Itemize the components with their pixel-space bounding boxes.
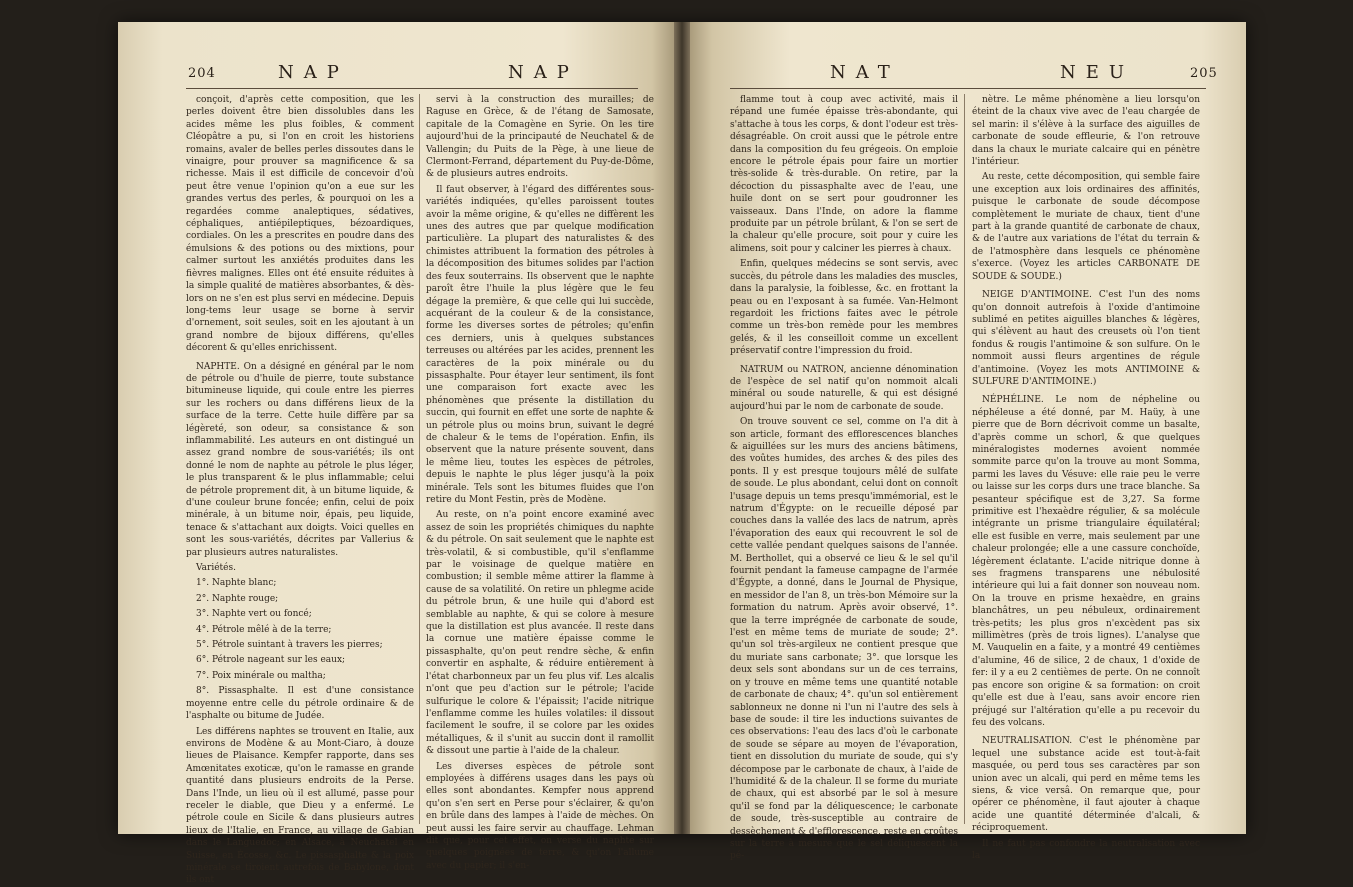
open-book: [118, 22, 1246, 886]
book-gutter: [674, 22, 690, 834]
running-head-right: NEU: [1060, 62, 1135, 83]
running-head-left: NAP: [278, 62, 349, 83]
paragraph: Les différens naphtes se trouvent en Italie, aux environs de Modène & au Mont-Ciaro, à douze lieues de Plaisance. Kempfer rapporte, dans ses Amœnitates exoticæ, qu'on le ramasse en grande quantité dans plusieurs endroits de la Perse. Dans l'Inde, un lieu où il est allumé, passe pour receler le diable, que Dieu y a enfermé. Le pétrole coule en Sicile & dans plusieurs autres lieux de l'Italie, en France, au village de Gabian dans le Languedoc; en Alsace, à Neuchatel en Suisse, en Écosse, &c. Le pissasphalte & la poix minérale se tiroient autrefois de Babylone, dont ils ont: [186, 726, 414, 886]
paragraph: 7°. Poix minérale ou maltha;: [196, 670, 326, 681]
header-rule: [186, 88, 638, 89]
text-column-1: [730, 94, 958, 862]
paragraph: Variétés.: [196, 563, 236, 574]
column-divider: [964, 94, 965, 824]
text-column-1: [186, 94, 414, 886]
paragraph: Au reste, on n'a point encore examiné avec assez de soin les propriétés chimiques du naphte & du pétrole. On sait seulement que le naphte est très-volatil, & si combustible, qu'il s'enflamme par le voisinage de quelque matière en combustion; il semble même attirer la flamme à cause de sa volatilité. On retire un phlegme acide du pétrole brun, & une huile qui d'abord est semblable au naphte, & qui se colore à mesure que la distillation est plus avancée. Il reste dans la cornue une matière épaisse comme le pissasphalte, qu'on peut rendre sèche, & enfin convertir en asphalte, & réduire entièrement à l'état charbonneux par un feu plus vif. Les alcalis n'ont que peu d'action sur le pétrole; l'acide sulfurique le colore & l'épaissit; l'acide nitrique l'enflamme comme les huiles volatiles: il dissout facilement le soufre, il se colore par les oxides métalliques, & il s'unit au succin dont il ramollit & dissout une partie à l'aide de la chaleur.: [426, 510, 654, 757]
paragraph: Il faut observer, à l'égard des différentes sous-variétés indiquées, qu'elles paroissent toutes avoir la même origine, & qu'elles ne diffèrent les unes des autres que par quelque modification particulière. La plupart des naturalistes & des chimistes attribuent la formation des pétroles à la décomposition des bitumes solides par l'action des feux souterrains. Ils observent que le naphte paroît être l'huile la plus légère que le feu dégage la première, & que celle qui lui succède, acquérant de la couleur & de la consistance, forme les diverses sortes de pétroles; qu'enfin ces derniers, unis à quelques substances terreuses ou altérées par les acides, prennent les caractères de la poix minérale ou du pissasphalte. Pour étayer leur sentiment, ils font une comparaison fort exacte avec les phénomènes que présente la distillation du succin, qui fournit en effet une sorte de naphte & un pétrole plus ou moins brun, suivant le degré de chaleur & le tems de l'opération. Enfin, ils observent que la nature présente souvent, dans le même lieu, toutes les espèces de pétroles, depuis le naphte le plus léger jusqu'à la poix minérale. Tels sont les bitumes fluides que l'on retire du Mont Festin, près de Modène.: [426, 184, 654, 505]
paragraph: nètre. Le même phénomène a lieu lorsqu'on éteint de la chaux vive avec de l'eau chargée de sel marin: il s'élève à la surface des aiguilles de carbonate de soude effleurie, & l'on retrouve dans la chaux le muriate calcaire qui en pénètre l'intérieur.: [972, 95, 1200, 168]
paragraph: NAPHTE. On a désigné en général par le nom de pétrole ou d'huile de pierre, toute substance bitumineuse liquide, qui coule entre les pierres sur les rochers ou dans différens lieux de la surface de la terre. Cette huile diffère par sa légèreté, son odeur, sa consistance & son inflammabilité. Les auteurs en ont distingué un assez grand nombre de sous-variétés; ils ont donné le nom de naphte au pétrole le plus léger, le plus transparent & le plus inflammable; celui de pétrole proprement dit, à un bitume liquide, & d'une couleur brune foncée; enfin, celui de poix minérale, à un bitume noir, épais, peu liquide, tenace & s'attachant aux doigts. Voici quelles en sont les sous-variétés, décrites par Vallerius & par plusieurs autres naturalistes.: [186, 361, 414, 558]
page-number: 204: [188, 66, 216, 81]
paragraph: On trouve souvent ce sel, comme on l'a dit à son article, formant des efflorescences blanches & aiguillées sur les murs des anciens bâtimens, des voûtes humides, des arches & des piles des ponts. Il y est presque toujours mêlé de sulfate de soude. Le plus abondant, celui dont on connoît l'usage depuis un tems presqu'immémorial, est le natrum d'Égypte: on le recueille déposé par couches dans la vallée des lacs de natrum, après l'évaporation des eaux qui recouvrent le sol de cette vallée pendant quelques saisons de l'année. M. Berthollet, qui a observé ce lieu & le sel qu'il fournit pendant la fameuse campagne de l'armée d'Égypte, a donné, dans le Journal de Physique, en messidor de l'an 8, un très-bon Mémoire sur la formation du natrum. Après avoir observé, 1°. que la terre imprégnée de carbonate de soude, l'est en même tems de muriate de soude; 2°. qu'un sol très-argileux ne contient presque que du muriate sans carbonate; 3°. que lorsque les deux sels sont abondans sur un de ces terrains, on y trouve en même tems une quantité notable de carbonate de chaux; 4°. qu'un sol entièrement sablonneux ne donne ni l'un ni l'autre des sels à base de soude: il tire les inductions suivantes de ces observations: l'eau des lacs d'où le carbonate de soude se sépare au moyen de l'évaporation, tient en dissolution du muriate de soude, qui s'y décompose par le carbonate de chaux, à l'aide de l'humidité & de la chaleur. Il se forme du muriate de chaux, qui est absorbé par le sol à mesure qu'il se fond par la déliquescence; le carbonate de soude, très-susceptible au contraire de dessèchement & d'efflorescence, reste en croûtes sur la terre à mesure que le sel déliquescent la pé-: [730, 417, 958, 862]
paragraph: conçoit, d'après cette composition, que les perles doivent être bien dissolubles dans les acides même les plus foibles, & comment Cléopâtre a pu, si l'on en croit les historiens romains, avaler de belles perles dissoutes dans le vinaigre, pour prouver sa magnificence & sa richesse. Mais il est difficile de concevoir d'où peut être venue l'opinion qu'on a eue sur les grandes vertus des perles, & pourquoi on les a regardées comme analeptiques, sédatives, céphaliques, antiépileptiques, bézoardiques, cordiales. On les a prescrites en poudre dans des émulsions & des potions ou des mixtions, pour calmer surtout les anxiétés produites dans les fièvres malignes. Elles ont été ensuite réduites à la simple qualité de matières absorbantes, & dès-lors on ne s'en est plus servi en médecine. Depuis long-tems leur usage se borne à servir d'ornement, soit seules, soit en les ajoutant à un grand nombre de bijoux différens, qu'elles décorent & qu'elles enrichissent.: [186, 95, 414, 354]
paragraph: Au reste, cette décomposition, qui semble faire une exception aux lois ordinaires des affinités, puisque le carbonate de soude décompose complètement le muriate de chaux, tient d'une part à la grande quantité de carbonate de chaux, & de l'autre aux variations de l'état du terrain & de l'atmosphère dans lesquels ce phénomène s'exerce. (Voyez les articles CARBONATE DE SOUDE & SOUDE.): [972, 172, 1200, 282]
text-column-2: [426, 94, 654, 871]
paragraph: 3°. Naphte vert ou foncé;: [196, 609, 312, 620]
paragraph: 2°. Naphte rouge;: [196, 593, 279, 604]
paragraph: servi à la construction des murailles; de Raguse en Grèce, & de l'étang de Samosate, capitale de la Comagène en Syrie. On les tire aujourd'hui de la principauté de Neuchatel & de Vallengin; du Puits de la Pège, à une lieue de Clermont-Ferrand, département du Puy-de-Dôme, & de plusieurs autres endroits.: [426, 95, 654, 180]
right-page: [690, 22, 1246, 862]
paragraph: 5°. Pétrole suintant à travers les pierres;: [196, 640, 383, 651]
paragraph: NATRUM ou NATRON, ancienne dénomination de l'espèce de sel natif qu'on nommoit alcali minéral ou soude naturelle, & qui est désigné aujourd'hui par le nom de carbonate de soude.: [730, 364, 958, 412]
left-page: [118, 22, 674, 886]
running-head-right: NAP: [508, 62, 579, 83]
running-head-left: NAT: [830, 62, 900, 83]
paragraph: 4°. Pétrole mêlé à de la terre;: [196, 624, 332, 635]
paragraph: NÉPHÉLINE. Le nom de népheline ou néphéleuse a été donné, par M. Haüy, à une pierre que de Born décrivoit comme un basalte, d'après comme un schorl, & que quelques minéralogistes modernes avoient nommée sommite parce qu'on la trouve au mont Somma, parmi les laves du Vésuve: elle raie peu le verre ou laisse sur les corps durs une trace blanche. Sa pesanteur spécifique est de 3,27. Sa forme primitive est l'hexaèdre régulier, & sa molécule intégrante un prisme triangulaire équilatéral; elle est fusible en verre, mais seulement par une chaleur prolongée; elle a une cassure conchoïde, légèrement éclatante. L'acide nitrique donne à ses fragmens transparens une nébulosité intérieure qui lui a fait donner son nouveau nom. On la trouve en prisme hexaèdre, en grains blanchâtres, un peu nébuleux, ordinairement très-petits; les plus gros n'excèdent pas six millimètres (près de trois lignes). L'analyse que M. Vauquelin en a faite, y a montré 49 centièmes d'alumine, 46 de silice, 2 de chaux, 1 d'oxide de fer: il y a eu 2 centièmes de perte. On ne connoît pas encore son origine & sa formation: on croit qu'elle est due à l'eau, sans avoir encore rien préjugé sur l'altération qu'elle a pu recevoir du feu des volcans.: [972, 395, 1200, 728]
header-rule: [730, 88, 1206, 89]
page-number: 205: [1190, 66, 1218, 81]
paragraph: Il ne faut pas confondre la neutralisation avec la: [972, 838, 1200, 861]
paragraph: 6°. Pétrole nageant sur les eaux;: [196, 655, 346, 666]
paragraph: flamme tout à coup avec activité, mais il répand une fumée épaisse très-abondante, qui s'attache à tous les corps, & dont l'odeur est très-désagréable. On croit aussi que le pétrole entre dans la composition du feu grégeois. On emploie encore le pétrole épais pour faire un mortier très-solide & très-durable. On retire, par la décoction du pissasphalte avec de l'eau, une huile dont on se sert pour goudronner les vaisseaux. Dans l'Inde, on adore la flamme produite par un pétrole brûlant, & l'on se sert de la chaleur qu'elle procure, soit pour y cuire les alimens, soit pour y calciner les pierres à chaux.: [730, 95, 958, 254]
paragraph: NEUTRALISATION. C'est le phénomène par lequel une substance acide est tout-à-fait masquée, ou perd tous ses caractères par son union avec un alcali, qui perd en même tems les siens, & vice versâ. On remarque que, pour opérer ce phénomène, il faut ajouter à chaque acide une quantité déterminée d'alcali, & réciproquement.: [972, 736, 1200, 834]
text-column-2: [972, 94, 1200, 861]
column-divider: [419, 94, 420, 824]
paragraph: Les diverses espèces de pétrole sont employées à différens usages dans les pays où elles sont abondantes. Kempfer nous apprend qu'on s'en sert en Perse pour s'éclairer, & qu'on en brûle dans des lampes à l'aide de mèches. On peut aussi les faire servir au chauffage. Lehman dit que, pour cet effet, on verse du naphte sur quelques poignées de terre, & qu'on l'allume avec du papier; il s'en-: [426, 761, 654, 871]
paragraph: NEIGE D'ANTIMOINE. C'est l'un des noms qu'on donnoit autrefois à l'oxide d'antimoine sublimé en petites aiguilles blanches & légères, qui s'élèvent au haut des creusets où l'on tient fondus & rougis l'antimoine & son sulfure. On le nommoit aussi fleurs argentines de régule d'antimoine. (Voyez les mots ANTIMOINE & SULFURE D'ANTIMOINE.): [972, 290, 1200, 387]
paragraph: 1°. Naphte blanc;: [196, 578, 277, 589]
paragraph: Enfin, quelques médecins se sont servis, avec succès, du pétrole dans les maladies des muscles, dans la paralysie, la foiblesse, &c. en frottant la peau ou en l'exposant à sa fumée. Van-Helmont regardoit les frictions faites avec le pétrole comme un très-bon remède pour les membres gelés, & il les conseilloit comme un excellent préservatif contre l'impression du froid.: [730, 259, 958, 357]
paragraph: 8°. Pissasphalte. Il est d'une consistance moyenne entre celle du pétrole ordinaire & de l'asphalte ou bitume de Judée.: [186, 686, 414, 722]
